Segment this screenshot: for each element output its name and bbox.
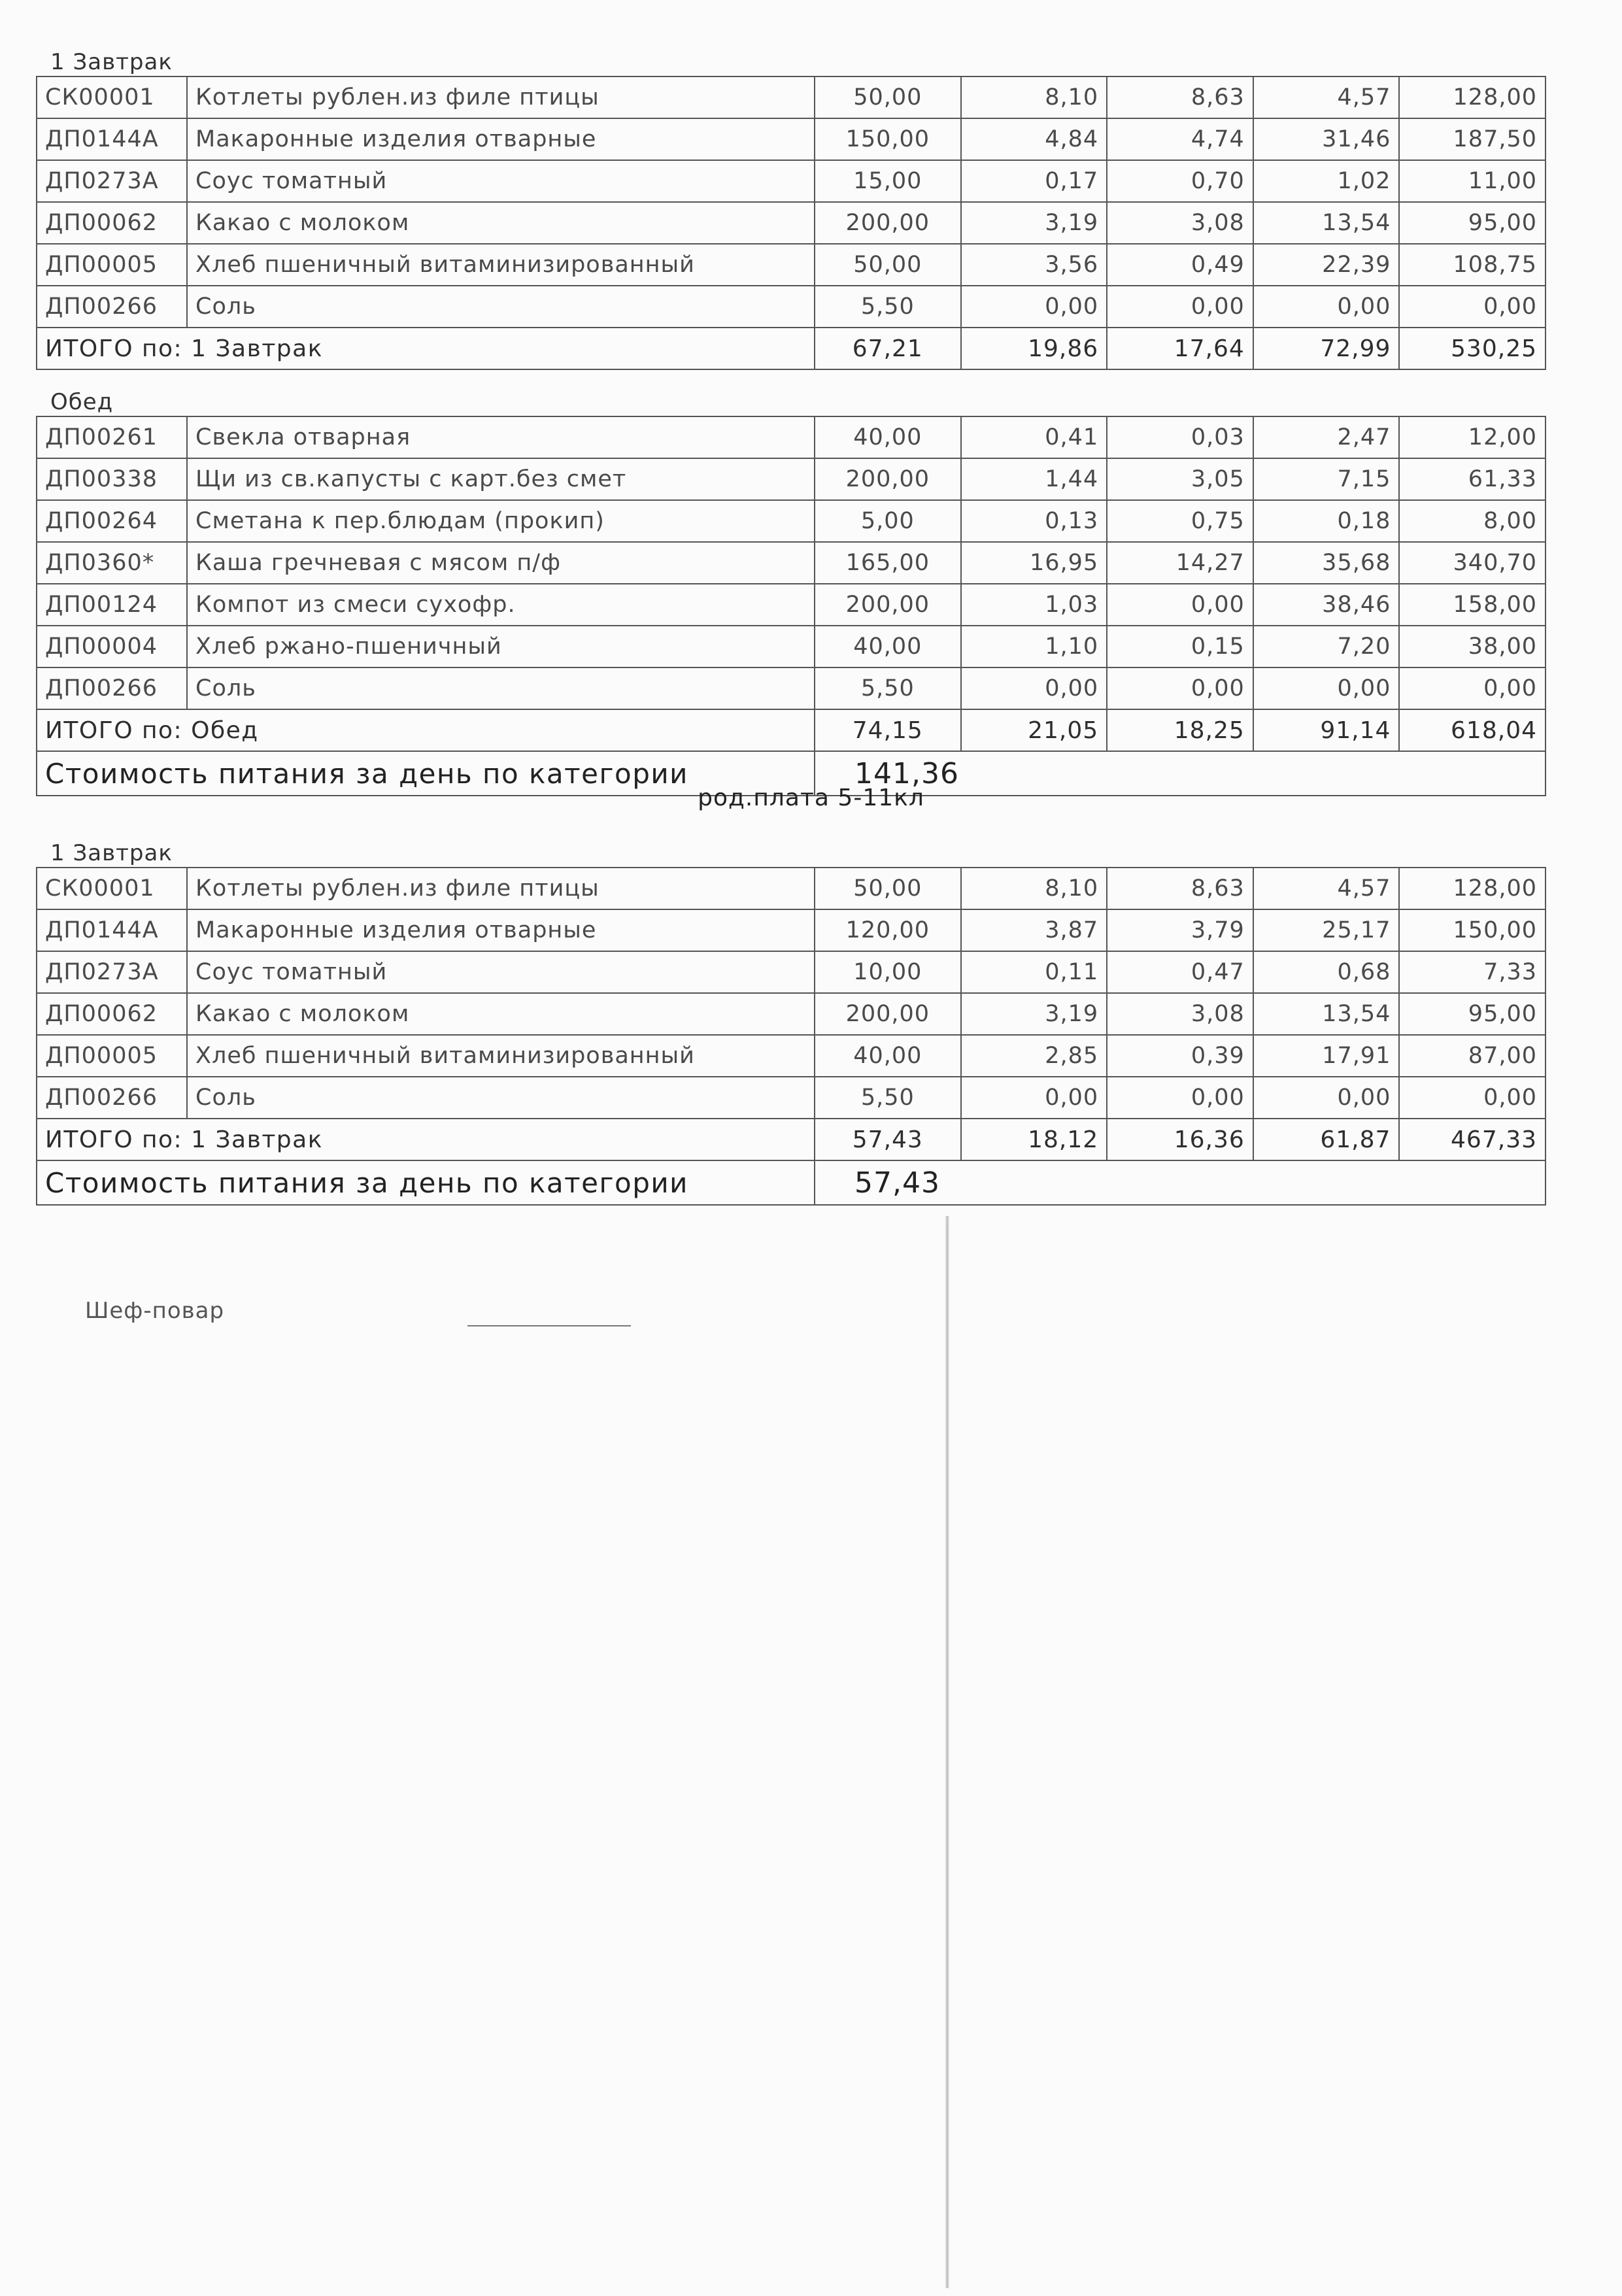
total-v2: 18,12 — [961, 1119, 1107, 1160]
carbs-value: 0,68 — [1253, 951, 1400, 993]
carbs-value: 7,15 — [1253, 458, 1400, 500]
item-code: ДП00338 — [37, 458, 187, 500]
item-name: Каша гречневая с мясом п/ф — [187, 542, 815, 584]
item-name: Макаронные изделия отварные — [187, 118, 815, 160]
calories-value: 7,33 — [1399, 951, 1546, 993]
total-label: ИТОГО по: 1 Завтрак — [37, 1119, 815, 1160]
fat-value: 0,47 — [1107, 951, 1253, 993]
item-code: ДП0273А — [37, 951, 187, 993]
protein-value: 3,19 — [961, 993, 1107, 1035]
item-name: Соус томатный — [187, 951, 815, 993]
item-name: Макаронные изделия отварные — [187, 909, 815, 951]
signature-line — [467, 1325, 631, 1326]
total-v2: 21,05 — [961, 709, 1107, 751]
s1-breakfast-row — [37, 244, 1546, 286]
s2-breakfast-row — [37, 868, 1546, 909]
carbs-value: 25,17 — [1253, 909, 1400, 951]
calories-value: 128,00 — [1399, 76, 1546, 118]
category-title: род.плата 5-11кл — [698, 785, 924, 811]
weight-value: 200,00 — [815, 993, 961, 1035]
s1-breakfast-row — [37, 76, 1546, 118]
weight-value: 200,00 — [815, 202, 961, 244]
item-code: ДП00266 — [37, 1077, 187, 1119]
item-name: Хлеб пшеничный витаминизированный — [187, 1035, 815, 1077]
carbs-value: 1,02 — [1253, 160, 1400, 202]
total-label: ИТОГО по: Обед — [37, 709, 815, 751]
protein-value: 0,41 — [961, 416, 1107, 458]
total-v1: 74,15 — [815, 709, 961, 751]
s1-lunch-row — [37, 416, 1546, 458]
signature-label: Шеф-повар — [85, 1298, 225, 1324]
carbs-value: 17,91 — [1253, 1035, 1400, 1077]
section1-lunch-table — [36, 416, 1546, 796]
carbs-value: 0,00 — [1253, 667, 1400, 709]
weight-value: 10,00 — [815, 951, 961, 993]
s2-breakfast-row — [37, 951, 1546, 993]
calories-value: 95,00 — [1399, 993, 1546, 1035]
total-v5: 618,04 — [1399, 709, 1546, 751]
item-name: Котлеты рублен.из филе птицы — [187, 76, 815, 118]
section1-lunch-block — [36, 386, 1546, 796]
fat-value: 8,63 — [1107, 868, 1253, 909]
fat-value: 8,63 — [1107, 76, 1253, 118]
item-code: ДП00005 — [37, 244, 187, 286]
fat-value: 14,27 — [1107, 542, 1253, 584]
weight-value: 15,00 — [815, 160, 961, 202]
calories-value: 87,00 — [1399, 1035, 1546, 1077]
protein-value: 4,84 — [961, 118, 1107, 160]
weight-value: 50,00 — [815, 244, 961, 286]
fat-value: 0,15 — [1107, 626, 1253, 667]
item-code: ДП0144А — [37, 909, 187, 951]
item-code: ДП00266 — [37, 286, 187, 328]
protein-value: 0,11 — [961, 951, 1107, 993]
s2-breakfast-row — [37, 1035, 1546, 1077]
carbs-value: 4,57 — [1253, 76, 1400, 118]
weight-value: 50,00 — [815, 868, 961, 909]
s1-lunch-row — [37, 500, 1546, 542]
s1-lunch-row — [37, 667, 1546, 709]
calories-value: 0,00 — [1399, 667, 1546, 709]
section2-breakfast-block — [36, 837, 1546, 1206]
protein-value: 8,10 — [961, 868, 1107, 909]
protein-value: 0,00 — [961, 1077, 1107, 1119]
protein-value: 2,85 — [961, 1035, 1107, 1077]
carbs-value: 35,68 — [1253, 542, 1400, 584]
weight-value: 5,50 — [815, 286, 961, 328]
s2-breakfast-row — [37, 1077, 1546, 1119]
weight-value: 5,50 — [815, 667, 961, 709]
calories-value: 108,75 — [1399, 244, 1546, 286]
protein-value: 1,03 — [961, 584, 1107, 626]
fat-value: 0,70 — [1107, 160, 1253, 202]
calories-value: 187,50 — [1399, 118, 1546, 160]
protein-value: 0,00 — [961, 286, 1107, 328]
s1-lunch-row — [37, 626, 1546, 667]
fat-value: 3,08 — [1107, 202, 1253, 244]
carbs-value: 13,54 — [1253, 202, 1400, 244]
fat-value: 0,49 — [1107, 244, 1253, 286]
section2-breakfast-table — [36, 867, 1546, 1206]
calories-value: 95,00 — [1399, 202, 1546, 244]
calories-value: 0,00 — [1399, 286, 1546, 328]
calories-value: 0,00 — [1399, 1077, 1546, 1119]
weight-value: 40,00 — [815, 626, 961, 667]
s1-breakfast-total-row — [37, 328, 1546, 369]
item-name: Сметана к пер.блюдам (прокип) — [187, 500, 815, 542]
carbs-value: 0,18 — [1253, 500, 1400, 542]
fat-value: 3,79 — [1107, 909, 1253, 951]
item-name: Соль — [187, 1077, 815, 1119]
calories-value: 61,33 — [1399, 458, 1546, 500]
section2-cost-label: Стоимость питания за день по категории — [37, 1160, 815, 1205]
item-code: ДП00062 — [37, 202, 187, 244]
total-v5: 467,33 — [1399, 1119, 1546, 1160]
calories-value: 340,70 — [1399, 542, 1546, 584]
item-name: Соус томатный — [187, 160, 815, 202]
section1-breakfast-caption: 1 Завтрак — [50, 49, 173, 75]
carbs-value: 31,46 — [1253, 118, 1400, 160]
s1-lunch-row — [37, 584, 1546, 626]
section2-cost-row — [37, 1160, 1546, 1205]
weight-value: 5,00 — [815, 500, 961, 542]
fat-value: 0,00 — [1107, 667, 1253, 709]
item-code: ДП00266 — [37, 667, 187, 709]
weight-value: 200,00 — [815, 458, 961, 500]
item-code: СК00001 — [37, 76, 187, 118]
total-v1: 67,21 — [815, 328, 961, 369]
fat-value: 0,03 — [1107, 416, 1253, 458]
s1-lunch-total-row — [37, 709, 1546, 751]
s1-breakfast-row — [37, 286, 1546, 328]
item-code: СК00001 — [37, 868, 187, 909]
protein-value: 3,56 — [961, 244, 1107, 286]
protein-value: 0,17 — [961, 160, 1107, 202]
s2-breakfast-row — [37, 909, 1546, 951]
section2-breakfast-caption: 1 Завтрак — [50, 840, 173, 866]
total-v1: 57,43 — [815, 1119, 961, 1160]
weight-value: 120,00 — [815, 909, 961, 951]
fat-value: 3,08 — [1107, 993, 1253, 1035]
item-name: Какао с молоком — [187, 993, 815, 1035]
fat-value: 0,00 — [1107, 286, 1253, 328]
section2-cost-value: 57,43 — [815, 1160, 1546, 1205]
item-name: Хлеб ржано-пшеничный — [187, 626, 815, 667]
total-v4: 61,87 — [1253, 1119, 1400, 1160]
carbs-value: 13,54 — [1253, 993, 1400, 1035]
item-name: Щи из св.капусты с карт.без смет — [187, 458, 815, 500]
item-code: ДП0360* — [37, 542, 187, 584]
protein-value: 0,13 — [961, 500, 1107, 542]
protein-value: 1,44 — [961, 458, 1107, 500]
item-code: ДП00004 — [37, 626, 187, 667]
fat-value: 3,05 — [1107, 458, 1253, 500]
s2-breakfast-total-row — [37, 1119, 1546, 1160]
protein-value: 8,10 — [961, 76, 1107, 118]
total-v3: 18,25 — [1107, 709, 1253, 751]
weight-value: 200,00 — [815, 584, 961, 626]
protein-value: 0,00 — [961, 667, 1107, 709]
section1-cost-label: Стоимость питания за день по категории — [37, 751, 815, 796]
s1-breakfast-row — [37, 160, 1546, 202]
item-name: Хлеб пшеничный витаминизированный — [187, 244, 815, 286]
protein-value: 16,95 — [961, 542, 1107, 584]
item-name: Свекла отварная — [187, 416, 815, 458]
calories-value: 38,00 — [1399, 626, 1546, 667]
item-code: ДП0144А — [37, 118, 187, 160]
s2-breakfast-row — [37, 993, 1546, 1035]
item-code: ДП00005 — [37, 1035, 187, 1077]
protein-value: 3,19 — [961, 202, 1107, 244]
fat-value: 0,75 — [1107, 500, 1253, 542]
item-code: ДП00062 — [37, 993, 187, 1035]
carbs-value: 0,00 — [1253, 1077, 1400, 1119]
item-code: ДП00124 — [37, 584, 187, 626]
item-code: ДП00264 — [37, 500, 187, 542]
fat-value: 0,39 — [1107, 1035, 1253, 1077]
fat-value: 0,00 — [1107, 1077, 1253, 1119]
carbs-value: 4,57 — [1253, 868, 1400, 909]
protein-value: 1,10 — [961, 626, 1107, 667]
weight-value: 40,00 — [815, 416, 961, 458]
weight-value: 150,00 — [815, 118, 961, 160]
carbs-value: 7,20 — [1253, 626, 1400, 667]
section1-lunch-caption: Обед — [50, 389, 114, 415]
calories-value: 150,00 — [1399, 909, 1546, 951]
s1-breakfast-row — [37, 118, 1546, 160]
item-name: Компот из смеси сухофр. — [187, 584, 815, 626]
calories-value: 11,00 — [1399, 160, 1546, 202]
protein-value: 3,87 — [961, 909, 1107, 951]
item-code: ДП00261 — [37, 416, 187, 458]
weight-value: 5,50 — [815, 1077, 961, 1119]
carbs-value: 2,47 — [1253, 416, 1400, 458]
section1-breakfast-block — [36, 46, 1546, 370]
calories-value: 128,00 — [1399, 868, 1546, 909]
calories-value: 158,00 — [1399, 584, 1546, 626]
fat-value: 0,00 — [1107, 584, 1253, 626]
carbs-value: 0,00 — [1253, 286, 1400, 328]
s1-breakfast-row — [37, 202, 1546, 244]
weight-value: 40,00 — [815, 1035, 961, 1077]
total-v3: 16,36 — [1107, 1119, 1253, 1160]
section1-breakfast-table — [36, 76, 1546, 370]
s1-lunch-row — [37, 458, 1546, 500]
item-name: Котлеты рублен.из филе птицы — [187, 868, 815, 909]
weight-value: 165,00 — [815, 542, 961, 584]
total-v4: 91,14 — [1253, 709, 1400, 751]
item-code: ДП0273А — [37, 160, 187, 202]
s1-lunch-row — [37, 542, 1546, 584]
total-v2: 19,86 — [961, 328, 1107, 369]
section1-cost-value: 141,36 — [815, 751, 1546, 796]
item-name: Соль — [187, 667, 815, 709]
total-label: ИТОГО по: 1 Завтрак — [37, 328, 815, 369]
total-v3: 17,64 — [1107, 328, 1253, 369]
scan-fold-mark — [945, 1216, 949, 2288]
carbs-value: 38,46 — [1253, 584, 1400, 626]
item-name: Какао с молоком — [187, 202, 815, 244]
calories-value: 12,00 — [1399, 416, 1546, 458]
total-v5: 530,25 — [1399, 328, 1546, 369]
carbs-value: 22,39 — [1253, 244, 1400, 286]
weight-value: 50,00 — [815, 76, 961, 118]
fat-value: 4,74 — [1107, 118, 1253, 160]
item-name: Соль — [187, 286, 815, 328]
total-v4: 72,99 — [1253, 328, 1400, 369]
calories-value: 8,00 — [1399, 500, 1546, 542]
